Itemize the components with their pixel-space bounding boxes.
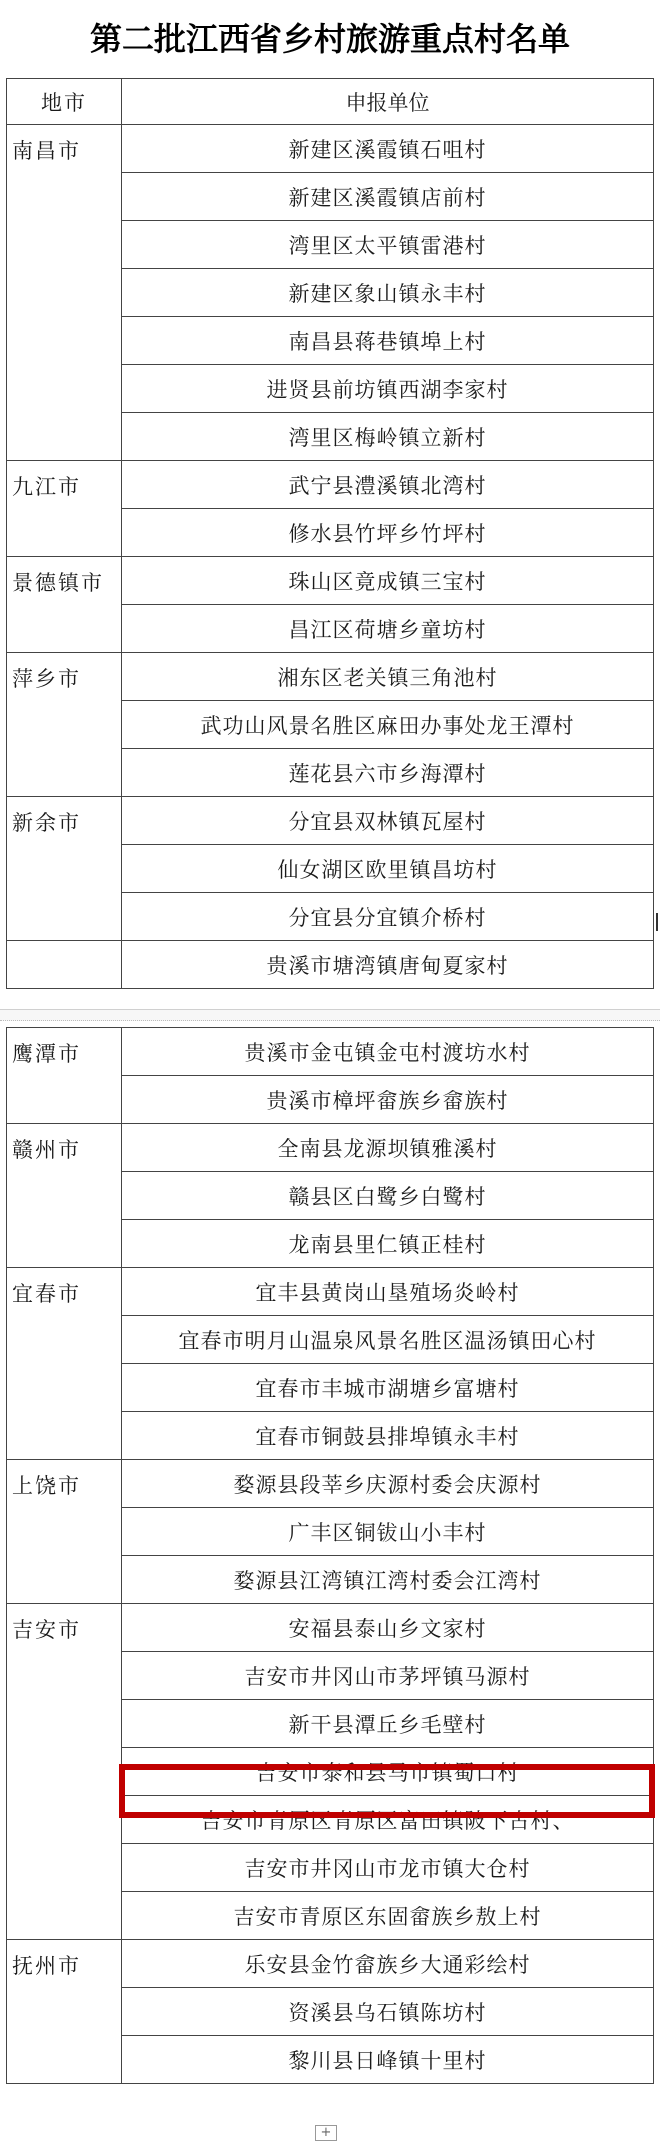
unit-cell: 莲花县六市乡海潭村 [122, 749, 654, 797]
city-cell: 景德镇市 [7, 557, 122, 653]
unit-cell: 乐安县金竹畲族乡大通彩绘村 [122, 1940, 654, 1988]
city-cell: 鹰潭市 [7, 1028, 122, 1124]
unit-cell: 新建区象山镇永丰村 [122, 269, 654, 317]
unit-cell: 吉安市青原区东固畲族乡敖上村 [122, 1892, 654, 1940]
table-row [7, 461, 654, 509]
unit-cell: 分宜县双林镇瓦屋村 [122, 797, 654, 845]
unit-cell: 昌江区荷塘乡童坊村 [122, 605, 654, 653]
table-row [7, 797, 654, 845]
table-row [7, 653, 654, 701]
table-row [7, 557, 654, 605]
table-row [7, 1124, 654, 1172]
unit-cell: 贵溪市塘湾镇唐甸夏家村 [122, 941, 654, 989]
city-cell: 九江市 [7, 461, 122, 557]
unit-cell: 吉安市青原区青原区富田镇陂下古村、 [122, 1796, 654, 1844]
unit-cell: 宜丰县黄岗山垦殖场炎岭村 [122, 1268, 654, 1316]
unit-cell: 仙女湖区欧里镇昌坊村 [122, 845, 654, 893]
unit-cell: 修水县竹坪乡竹坪村 [122, 509, 654, 557]
village-table-page2 [6, 1027, 654, 2084]
unit-cell: 湾里区太平镇雷港村 [122, 221, 654, 269]
city-cell: 萍乡市 [7, 653, 122, 797]
table-row [7, 125, 654, 173]
city-cell: 上饶市 [7, 1460, 122, 1604]
unit-cell: 宜春市明月山温泉风景名胜区温汤镇田心村 [122, 1316, 654, 1364]
unit-cell: 资溪县乌石镇陈坊村 [122, 1988, 654, 2036]
table-header-row [7, 79, 654, 125]
table-row [7, 1028, 654, 1076]
unit-cell: 赣县区白鹭乡白鹭村 [122, 1172, 654, 1220]
unit-cell: 贵溪市金屯镇金屯村渡坊水村 [122, 1028, 654, 1076]
city-cell: 南昌市 [7, 125, 122, 461]
header-city: 地市 [7, 79, 122, 125]
unit-cell: 吉安市泰和县马市镇蜀口村 [122, 1748, 654, 1796]
city-cell: 抚州市 [7, 1940, 122, 2084]
unit-cell: 分宜县分宜镇介桥村 [122, 893, 654, 941]
add-row-button[interactable]: + [315, 2125, 337, 2141]
unit-cell: 广丰区铜钹山小丰村 [122, 1508, 654, 1556]
city-cell: 吉安市 [7, 1604, 122, 1940]
highlight-box [119, 1764, 655, 1818]
unit-cell: 新干县潭丘乡毛壁村 [122, 1700, 654, 1748]
unit-cell: 新建区溪霞镇店前村 [122, 173, 654, 221]
header-unit: 申报单位 [122, 79, 654, 125]
unit-cell: 龙南县里仁镇正桂村 [122, 1220, 654, 1268]
unit-cell: 武宁县澧溪镇北湾村 [122, 461, 654, 509]
unit-cell: 湾里区梅岭镇立新村 [122, 413, 654, 461]
city-cell: 赣州市 [7, 1124, 122, 1268]
unit-cell: 宜春市丰城市湖塘乡富塘村 [122, 1364, 654, 1412]
table-row [7, 1604, 654, 1652]
unit-cell: 新建区溪霞镇石咀村 [122, 125, 654, 173]
unit-cell: 贵溪市樟坪畲族乡畲族村 [122, 1076, 654, 1124]
page-break [0, 1009, 660, 1021]
unit-cell: 武功山风景名胜区麻田办事处龙王潭村 [122, 701, 654, 749]
text-cursor [656, 913, 658, 931]
unit-cell: 珠山区竟成镇三宝村 [122, 557, 654, 605]
unit-cell: 吉安市井冈山市茅坪镇马源村 [122, 1652, 654, 1700]
unit-cell: 婺源县江湾镇江湾村委会江湾村 [122, 1556, 654, 1604]
city-cell [7, 941, 122, 989]
table-row [7, 1460, 654, 1508]
unit-cell: 进贤县前坊镇西湖李家村 [122, 365, 654, 413]
unit-cell: 南昌县蒋巷镇埠上村 [122, 317, 654, 365]
table-row [7, 1940, 654, 1988]
table-row [7, 941, 654, 989]
city-cell: 新余市 [7, 797, 122, 941]
unit-cell: 黎川县日峰镇十里村 [122, 2036, 654, 2084]
unit-cell: 婺源县段莘乡庆源村委会庆源村 [122, 1460, 654, 1508]
unit-cell: 全南县龙源坝镇雅溪村 [122, 1124, 654, 1172]
city-cell: 宜春市 [7, 1268, 122, 1460]
table-row [7, 1268, 654, 1316]
village-table-page1 [6, 78, 654, 989]
unit-cell: 安福县泰山乡文家村 [122, 1604, 654, 1652]
page-title: 第二批江西省乡村旅游重点村名单 [89, 20, 570, 58]
unit-cell: 湘东区老关镇三角池村 [122, 653, 654, 701]
unit-cell: 吉安市井冈山市龙市镇大仓村 [122, 1844, 654, 1892]
unit-cell: 宜春市铜鼓县排埠镇永丰村 [122, 1412, 654, 1460]
